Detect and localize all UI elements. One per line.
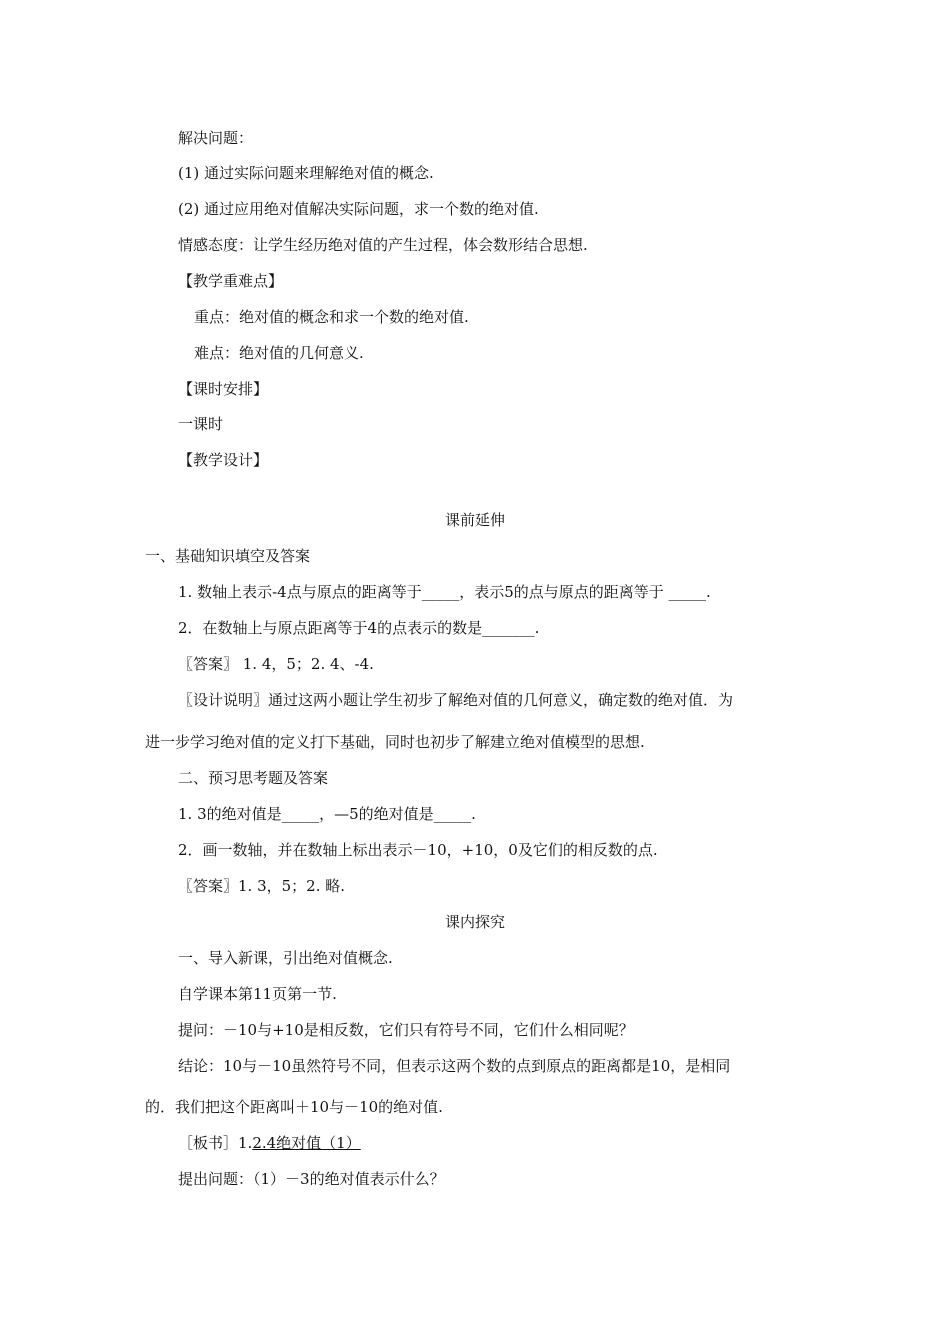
goal-item-2: (2) 通过应用绝对值解决实际问题，求一个数的绝对值. xyxy=(178,200,539,218)
focus-text: 重点：绝对值的概念和求一个数的绝对值. xyxy=(194,308,469,326)
pre-class-part2-heading: 二、预习思考题及答案 xyxy=(178,769,329,787)
design-note-line-1: 〖设计说明〗通过这两小题让学生初步了解绝对值的几何意义，确定数的绝对值．为 xyxy=(178,691,734,709)
in-class-title: 课内探究 xyxy=(444,913,505,931)
key-points-heading: 【教学重难点】 xyxy=(178,272,284,290)
board-title: 2.4绝对值（1） xyxy=(252,1134,361,1152)
pre-class-answer-2: 〖答案〗1. 3，5；2. 略. xyxy=(178,877,346,895)
schedule-heading: 【课时安排】 xyxy=(178,380,269,398)
pre-class-title: 课前延伸 xyxy=(444,511,505,529)
goal-item-1: (1) 通过实际问题来理解绝对值的概念. xyxy=(178,164,434,182)
design-heading: 【教学设计】 xyxy=(178,451,269,469)
in-class-part1-heading: 一、导入新课，引出绝对值概念. xyxy=(178,949,393,967)
schedule-value: 一课时 xyxy=(178,415,224,433)
board-prefix: ［板书］1. xyxy=(178,1134,253,1152)
pre-class-question-2: 2．在数轴上与原点距离等于4的点表示的数是_______. xyxy=(178,619,540,637)
conclusion-line-2: 的．我们把这个距离叫＋10与－10的绝对值. xyxy=(145,1098,443,1116)
question-text: 提问：－10与+10是相反数，它们只有符号不同，它们什么相同呢？ xyxy=(178,1021,634,1039)
problem-solving-heading: 解决问题： xyxy=(178,129,254,147)
pre-class-part1-heading: 一、基础知识填空及答案 xyxy=(145,547,311,565)
pre-class-question-1: 1. 数轴上表示-4点与原点的距离等于_____，表示5的点与原点的距离等于 _____. xyxy=(178,583,711,601)
self-study-text: 自学课本第11页第一节. xyxy=(178,985,337,1003)
pre-class-question-4: 2．画一数轴，并在数轴上标出表示－10，+10，0及它们的相反数的点. xyxy=(178,841,658,859)
attitude-text: 情感态度：让学生经历绝对值的产生过程，体会数形结合思想. xyxy=(178,236,588,254)
conclusion-line-1: 结论：10与－10虽然符号不同，但表示这两个数的点到原点的距离都是10，是相同 xyxy=(178,1057,731,1075)
difficulty-text: 难点：绝对值的几何意义. xyxy=(194,344,364,362)
pre-class-question-3: 1. 3的绝对值是_____，—5的绝对值是_____. xyxy=(178,805,476,823)
raise-question-text: 提出问题：（1）－3的绝对值表示什么？ xyxy=(178,1170,445,1188)
board-note xyxy=(178,1133,361,1153)
design-note-line-2: 进一步学习绝对值的定义打下基础，同时也初步了解建立绝对值模型的思想. xyxy=(145,733,645,751)
pre-class-answer-1: 〖答案〗 1. 4，5；2. 4、-4. xyxy=(178,655,374,673)
